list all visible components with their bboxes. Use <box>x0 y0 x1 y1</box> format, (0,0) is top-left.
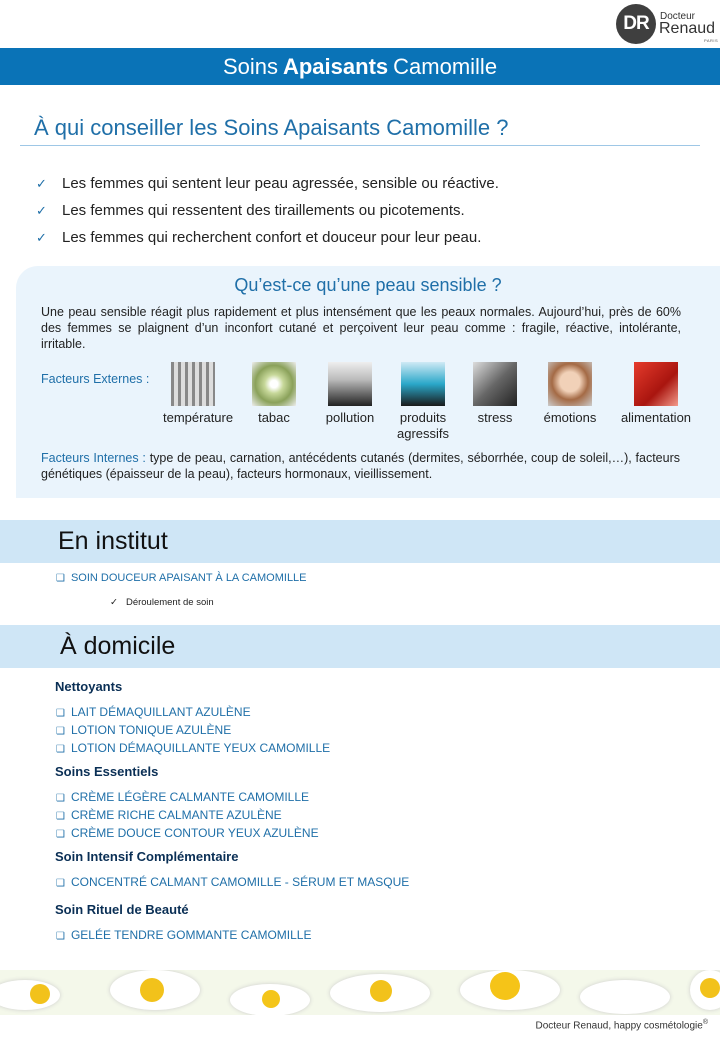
product-item <box>56 825 319 843</box>
institut-sub-label: Déroulement de soin <box>125 597 214 608</box>
checkmark-icon: ✓ <box>36 202 47 218</box>
factor-label: émotions <box>543 410 597 425</box>
thermometer-image <box>171 362 215 406</box>
tobacco-image <box>252 362 296 406</box>
checkbox-bullet-icon: ❑ <box>56 573 65 584</box>
product-list <box>56 927 311 945</box>
category-heading: Soin Intensif Complémentaire <box>55 849 239 864</box>
logo-line1: Docteur <box>660 11 696 22</box>
internal-factors-label: Facteurs Internes : <box>41 451 146 465</box>
product-item <box>56 927 311 945</box>
domicile-section-bar <box>0 625 720 668</box>
factor-label: stress <box>477 410 513 425</box>
test-tubes-image <box>401 362 445 406</box>
footer-tagline <box>536 1019 709 1031</box>
category-heading: Soin Rituel de Beauté <box>55 902 189 917</box>
pollution-image <box>328 362 372 406</box>
institut-section-bar <box>0 520 720 563</box>
product-label: LAIT DÉMAQUILLANT AZULÈNE <box>70 705 251 719</box>
factor-produits <box>393 362 453 442</box>
product-item <box>56 874 409 892</box>
checkbox-bullet-icon: ❑ <box>56 829 65 840</box>
target-text: Les femmes qui recherchent confort et douceur pour leur peau. <box>62 229 482 246</box>
product-list <box>56 704 330 758</box>
institut-title: En institut <box>58 527 168 555</box>
checkbox-bullet-icon: ❑ <box>56 726 65 737</box>
target-item <box>36 197 499 224</box>
sensitive-skin-title: Qu’est-ce qu’une peau sensible ? <box>234 275 502 295</box>
checkmark-icon: ✓ <box>36 229 47 245</box>
checkbox-bullet-icon: ❑ <box>56 708 65 719</box>
institut-treatment-label: SOIN DOUCEUR APAISANT À LA CAMOMILLE <box>70 572 307 584</box>
product-list <box>56 874 409 892</box>
product-label: LOTION TONIQUE AZULÈNE <box>70 723 232 737</box>
institut-sub-item <box>110 597 214 608</box>
target-item <box>36 224 499 251</box>
factor-emotions <box>535 362 605 425</box>
factor-pollution <box>318 362 382 425</box>
checkbox-bullet-icon: ❑ <box>56 878 65 889</box>
stressed-woman-image <box>473 362 517 406</box>
product-label: CRÈME RICHE CALMANTE AZULÈNE <box>70 808 282 822</box>
checkmark-icon: ✓ <box>36 175 47 191</box>
factor-label: température <box>163 410 234 425</box>
factor-label: produits agressifs <box>396 410 450 441</box>
internal-factors-text <box>41 450 680 482</box>
title-pre: Soins <box>222 53 278 79</box>
sensitive-skin-text: Une peau sensible réagit plus rapidement et plus intensément que les peaux normales. Aujourd’hui, près de 60% des femmes se plaignent d’un inconfort cutané et perçoivent leur peau comme : fragile, réactive, intolérante, irritable. <box>41 305 681 351</box>
factor-stress <box>469 362 521 425</box>
factor-tabac <box>248 362 300 425</box>
product-label: CONCENTRÉ CALMANT CAMOMILLE - SÉRUM ET MASQUE <box>70 875 410 889</box>
product-label: CRÈME DOUCE CONTOUR YEUX AZULÈNE <box>70 826 319 840</box>
emotional-woman-image <box>548 362 592 406</box>
institut-treatment-item <box>56 572 307 584</box>
checkbox-bullet-icon: ❑ <box>56 744 65 755</box>
factor-label: alimentation <box>620 410 692 425</box>
logo-line2: Renaud <box>659 20 716 37</box>
title-post: Camomille <box>393 53 498 79</box>
chili-peppers-image <box>634 362 678 406</box>
factor-alimentation <box>612 362 700 425</box>
title-bold: Apaisants <box>282 53 389 79</box>
internal-factors-body: type de peau, carnation, antécédents cutanés (dermites, séborrhée, coup de soleil,…), facteurs génétiques (épaisseur de la peau), facteurs hormonaux, vieillissement. <box>41 451 680 481</box>
brand-logo <box>616 4 719 46</box>
footer-text: Docteur Renaud, happy cosmétologie <box>535 1020 703 1032</box>
category-heading: Nettoyants <box>55 679 123 694</box>
checkmark-icon: ✓ <box>110 597 118 608</box>
target-text: Les femmes qui ressentent des tiraillements ou picotements. <box>62 202 465 219</box>
target-checklist <box>36 170 499 251</box>
checkbox-bullet-icon: ❑ <box>56 931 65 942</box>
product-list <box>56 789 319 843</box>
product-label: LOTION DÉMAQUILLANTE YEUX CAMOMILLE <box>70 741 331 755</box>
product-item <box>56 807 319 825</box>
product-item <box>56 722 330 740</box>
category-heading: Soins Essentiels <box>55 764 159 779</box>
logo-initials: DR <box>616 4 656 44</box>
product-item <box>56 789 319 807</box>
checkbox-bullet-icon: ❑ <box>56 811 65 822</box>
domicile-title: À domicile <box>60 632 176 660</box>
target-question-heading: À qui conseiller les Soins Apaisants Camomille ? <box>34 115 509 140</box>
product-item <box>56 704 330 722</box>
target-item <box>36 170 499 197</box>
product-label: GELÉE TENDRE GOMMANTE CAMOMILLE <box>70 928 312 942</box>
logo-line3: PARIS <box>704 38 719 43</box>
daisy-banner-image <box>0 970 720 1015</box>
product-label: CRÈME LÉGÈRE CALMANTE CAMOMILLE <box>70 790 310 804</box>
factor-label: pollution <box>325 410 375 425</box>
factor-label: tabac <box>258 410 290 425</box>
registered-mark: ® <box>702 1019 708 1026</box>
page-title-bar <box>0 48 720 85</box>
factor-temperature <box>163 362 234 425</box>
target-text: Les femmes qui sentent leur peau agressée, sensible ou réactive. <box>62 175 499 192</box>
product-item <box>56 740 330 758</box>
checkbox-bullet-icon: ❑ <box>56 793 65 804</box>
heading-divider <box>20 145 700 146</box>
external-factors-label: Facteurs Externes : <box>41 372 150 386</box>
